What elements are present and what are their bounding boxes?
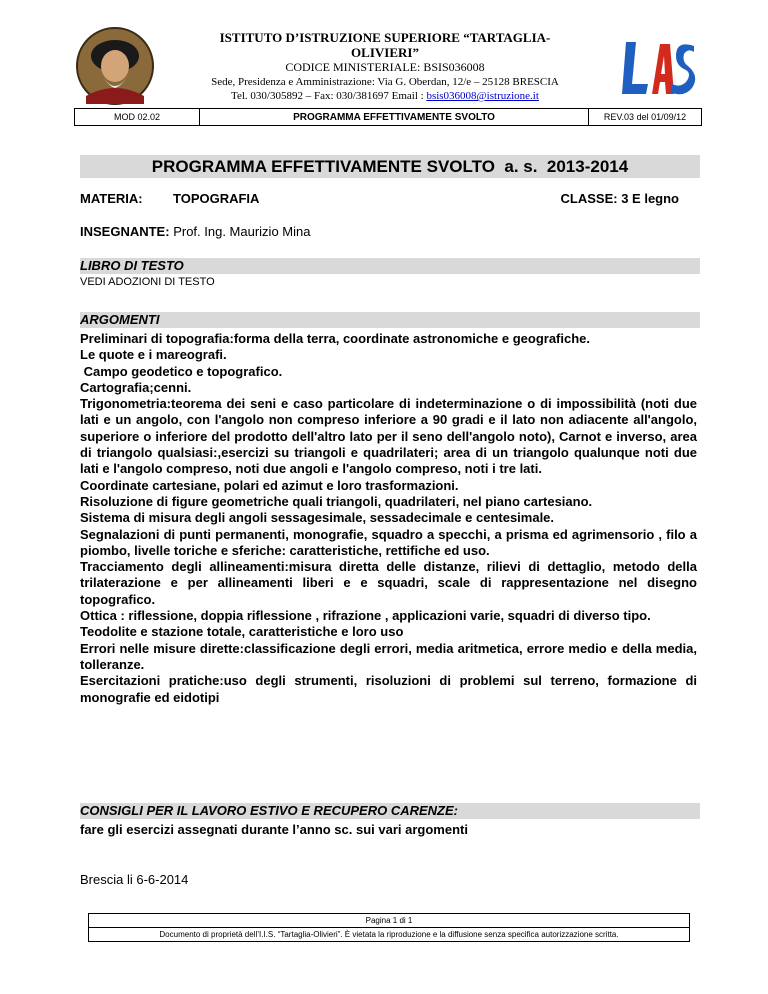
ministerial-code: CODICE MINISTERIALE: BSIS036008 bbox=[285, 60, 485, 74]
argomento-paragraph: Teodolite e stazione totale, caratteristiche e loro uso bbox=[80, 624, 404, 640]
materia-label: MATERIA: bbox=[80, 191, 143, 206]
argomento-paragraph: Preliminari di topografia:forma della terra, coordinate astronomiche e geografiche. bbox=[80, 331, 591, 346]
consigli-text: fare gli esercizi assegnati durante l’anno sc. sui vari argomenti bbox=[80, 822, 468, 837]
argomento-paragraph: Le quote e i mareografi. bbox=[80, 347, 227, 363]
argomento-paragraph: Cartografia;cenni. bbox=[80, 379, 192, 395]
argomento-paragraph: Campo geodetico e topografico. bbox=[80, 363, 283, 379]
page-number: Pagina 1 di 1 bbox=[89, 914, 689, 928]
las-logo bbox=[622, 36, 696, 98]
phone-fax: Tel. 030/305892 – Fax: 030/381697 Email : bbox=[231, 90, 427, 102]
founder-portrait bbox=[74, 26, 156, 106]
school-name-line1: ISTITUTO D’ISTRUZIONE SUPERIORE “TARTAGLIA- bbox=[219, 30, 551, 45]
insegnante-value: Prof. Ing. Maurizio Mina bbox=[173, 224, 311, 239]
school-contacts bbox=[180, 89, 590, 103]
argomento-paragraph: Esercitazioni pratiche:uso degli strumenti, risoluzioni di problemi sul terreno, formazione di monografie ed eidotipi bbox=[80, 673, 697, 705]
email-link[interactable]: bsis036008@istruzione.it bbox=[426, 90, 539, 102]
materia-value: TOPOGRAFIA bbox=[173, 191, 260, 206]
module-revision: REV.03 del 01/09/12 bbox=[603, 112, 687, 122]
argomento-paragraph: Ottica : riflessione, doppia riflessione , rifrazione , applicazioni varie, squadri di diverso tipo. bbox=[80, 608, 651, 624]
argomento-paragraph: Sistema di misura degli angoli sessagesimale, sessadecimale e centesimale. bbox=[80, 510, 555, 526]
insegnante-line bbox=[80, 224, 310, 239]
argomento-paragraph: Trigonometria:teorema dei seni e caso particolare di indeterminazione o di impossibilità (noti due lati e un angolo, con l'angolo non compreso inferiore a 90 gradi e il lato non adiacente all'angolo, superiore o inferiore del prodotto dell'altro lato per il seno dell'angolo noto), Carnot e inverso, area di triangolo qualsiasi:,esercizi su triangoli e quadrilateri; area di un triangolo qualunque noti due lati e l'angolo compreso, noti due angoli e l'angolo compreso, noti i tre lati. bbox=[80, 396, 697, 477]
consigli-heading: CONSIGLI PER IL LAVORO ESTIVO E RECUPERO CARENZE: bbox=[80, 803, 700, 819]
classe-value: CLASSE: 3 E legno bbox=[560, 191, 679, 206]
school-header bbox=[180, 30, 590, 103]
copyright-note: Documento di proprietà dell’I.I.S. “Tartaglia-Olivieri”. È vietata la riproduzione e la diffusione senza specifica autorizzazione scritta. bbox=[159, 930, 619, 939]
libro-text: VEDI ADOZIONI DI TESTO bbox=[80, 276, 215, 288]
date-place: Brescia li 6-6-2014 bbox=[80, 872, 189, 887]
argomento-paragraph: Tracciamento degli allineamenti:misura diretta delle distanze, rilievi di dettaglio, metodo della trilaterazione e per allineamenti liberi e e squadri, scale di rappresentazione nel disegno topografico. bbox=[80, 559, 697, 607]
module-bar bbox=[74, 108, 702, 126]
libro-heading: LIBRO DI TESTO bbox=[80, 258, 700, 274]
argomento-paragraph: Risoluzione di figure geometriche quali triangoli, quadrilateri, nel piano cartesiano. bbox=[80, 493, 593, 509]
school-name-line2: OLIVIERI” bbox=[351, 45, 419, 60]
module-code: MOD 02.02 bbox=[75, 109, 200, 125]
insegnante-label: INSEGNANTE: bbox=[80, 224, 170, 239]
argomenti-list bbox=[80, 331, 697, 706]
argomento-paragraph: Errori nelle misure dirette:classificazione degli errori, media aritmetica, errore medio e della media, tolleranze. bbox=[80, 640, 697, 672]
school-address: Sede, Presidenza e Amministrazione: Via G. Oberdan, 12/e – 25128 BRESCIA bbox=[211, 76, 559, 88]
module-title: PROGRAMMA EFFETTIVAMENTE SVOLTO bbox=[200, 109, 589, 125]
argomento-paragraph: Segnalazioni di punti permanenti, monografie, squadro a specchi, a prisma ed agrimensorio , filo a piombo, livelle toriche e sferiche: caratteristiche, rettifiche ed uso. bbox=[80, 526, 697, 558]
argomento-paragraph: Coordinate cartesiane, polari ed azimut e loro trasformazioni. bbox=[80, 477, 459, 493]
argomenti-heading: ARGOMENTI bbox=[80, 312, 700, 328]
page-title: PROGRAMMA EFFETTIVAMENTE SVOLTO a. s. 2013-2014 bbox=[80, 155, 700, 178]
page-footer bbox=[88, 913, 690, 942]
